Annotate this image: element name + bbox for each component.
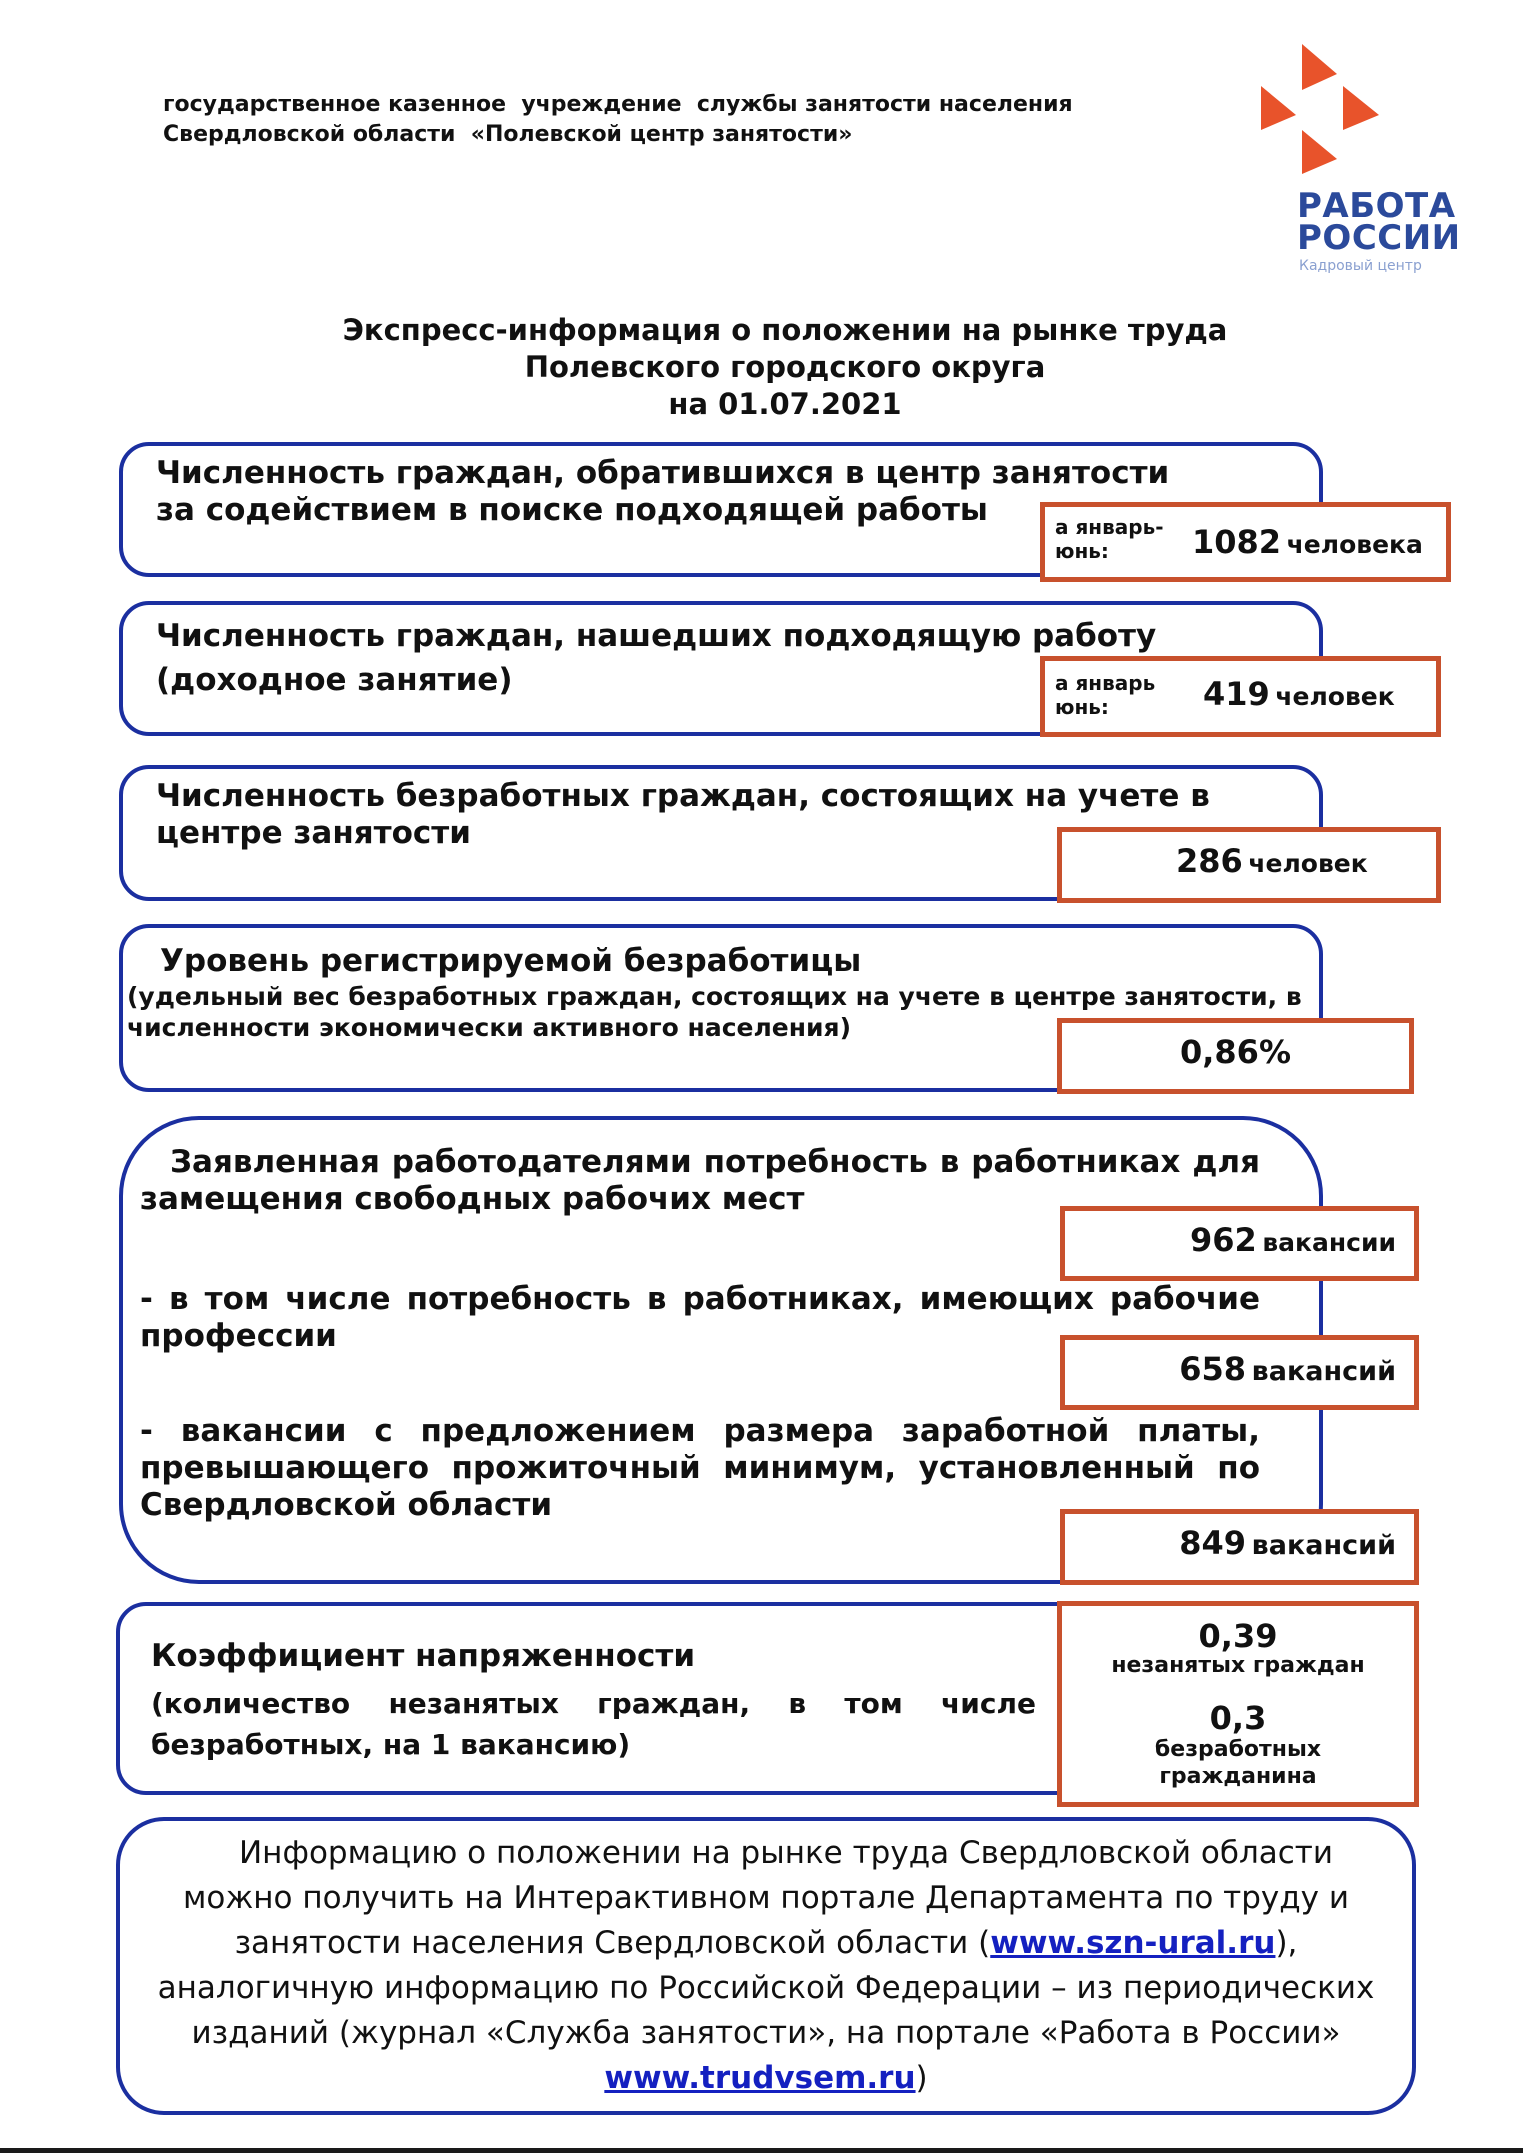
info-line-6-post: ) (915, 2060, 928, 2096)
demand-number-2: 658 (1179, 1350, 1247, 1388)
employed-period-line-1: а январь (1055, 671, 1156, 695)
logo-subtitle: Кадровый центр (1299, 258, 1422, 274)
tension-line-2: (количество незанятых граждан, в том числе (151, 1687, 1036, 1720)
applied-period (1055, 515, 1164, 563)
demand-sub-1-line-1: - в том числе потребность в работниках, имеющих рабочие (140, 1281, 1260, 1317)
demand-sub-2-line-1: - вакансии с предложением размера заработной платы, (140, 1413, 1260, 1449)
demand-value-1 (1190, 1221, 1396, 1259)
demand-sub-1-line-2: профессии (140, 1318, 337, 1354)
rate-line-3: численности экономически активного населения) (127, 1013, 852, 1042)
org-line-1: государственное казенное учреждение службы занятости населения (163, 92, 1073, 117)
unemployed-line-2: центре занятости (156, 815, 471, 851)
title-line-2: Полевского городского округа (524, 350, 1046, 384)
demand-number-1: 962 (1189, 1221, 1257, 1259)
demand-unit-3: вакансий (1251, 1530, 1396, 1561)
employed-heading (156, 614, 1156, 702)
tension-unit-2-line-2: гражданина (1159, 1764, 1317, 1789)
applied-line-2: за содействием в поиске подходящей работы (156, 492, 988, 528)
tension-value-box (1057, 1601, 1419, 1807)
logo-arrow-left (1261, 86, 1296, 130)
rate-line-2: (удельный вес безработных граждан, состоящих на учете в центре занятости, в (127, 982, 1302, 1011)
info-line-5: изданий (журнал «Служба занятости», на портале «Работа в России» (191, 2015, 1341, 2051)
unemployed-unit: человек (1248, 849, 1368, 878)
demand-line-1: Заявленная работодателями потребность в работниках для (170, 1144, 1260, 1180)
unemployed-value-box (1057, 827, 1441, 903)
employed-number: 419 (1203, 675, 1270, 713)
title-line-1: Экспресс-информация о положении на рынке труда (342, 313, 1228, 347)
demand-number-3: 849 (1179, 1524, 1247, 1562)
demand-sub-2-line-3: Свердловской области (140, 1487, 553, 1523)
info-text (120, 1831, 1412, 2101)
employed-unit: человек (1275, 682, 1395, 711)
employed-line-2: (доходное занятие) (156, 662, 513, 698)
unemployed-heading (156, 778, 1210, 852)
employed-value (1203, 675, 1395, 713)
logo-arrow-bottom (1302, 130, 1337, 174)
tension-line-3: безработных, на 1 вакансию) (151, 1728, 631, 1761)
page-bottom-rule (0, 2148, 1523, 2153)
unemployed-line-1: Численность безработных граждан, состоящих на учете в (156, 778, 1210, 814)
logo-arrow-right (1343, 86, 1379, 130)
info-block (116, 1817, 1416, 2115)
unemployed-value (1176, 842, 1368, 880)
trudvsem-link[interactable]: www.trudvsem.ru (604, 2060, 916, 2096)
info-line-6 (120, 2056, 1412, 2101)
logo-wordmark-line-1: РАБОТА (1297, 186, 1456, 226)
unemployed-number: 286 (1176, 842, 1243, 880)
tension-unit-2-line-1: безработных (1154, 1737, 1322, 1762)
logo-wordmark-line-2: РОССИИ (1297, 218, 1461, 258)
info-line-4: аналогичную информацию по Российской Федерации – из периодических (157, 1970, 1375, 2006)
info-line-1: Информацию о положении на рынке труда Свердловской области (238, 1835, 1334, 1871)
tension-unit-1: незанятых граждан (1111, 1653, 1365, 1678)
applied-number: 1082 (1192, 523, 1282, 561)
logo-wordmark (1297, 186, 1461, 258)
title-line-3: на 01.07.2021 (668, 387, 902, 421)
demand-unit-2: вакансий (1251, 1356, 1396, 1387)
demand-sub-2-line-2: превышающего прожиточный минимум, установленный по (140, 1450, 1260, 1486)
demand-value-box-2 (1060, 1335, 1419, 1410)
demand-line-2: замещения свободных рабочих мест (140, 1181, 805, 1217)
applied-period-line-2: юнь: (1055, 539, 1109, 563)
szn-ural-link[interactable]: www.szn-ural.ru (990, 1925, 1276, 1961)
employed-line-1: Численность граждан, нашедших подходящую работу (156, 618, 1157, 654)
applied-unit: человека (1286, 530, 1423, 559)
info-line-3-post: ), (1275, 1925, 1298, 1961)
organization-name (163, 90, 1073, 150)
page-title (0, 312, 1523, 423)
applied-heading (156, 455, 1169, 529)
tension-line-1: Коэффициент напряженности (151, 1638, 696, 1674)
employed-period (1055, 671, 1155, 719)
rate-value: 0,86% (1179, 1033, 1291, 1071)
logo-arrow-top (1302, 44, 1337, 90)
employed-period-line-2: юнь: (1055, 695, 1109, 719)
demand-value-2 (1179, 1350, 1396, 1388)
demand-value-box-1 (1060, 1206, 1419, 1281)
demand-unit-1: вакансии (1262, 1228, 1396, 1257)
demand-sub-2 (140, 1413, 1260, 1524)
org-line-2: Свердловской области «Полевской центр занятости» (163, 122, 853, 147)
demand-value-3 (1179, 1524, 1396, 1562)
info-line-3-pre: занятости населения Свердловской области ( (234, 1925, 991, 1961)
applied-value-box (1040, 502, 1451, 582)
tension-value-1-group (1062, 1618, 1414, 1678)
info-line-3 (120, 1921, 1412, 1966)
info-line-2: можно получить на Интерактивном портале Департамента по труду и (182, 1880, 1350, 1916)
applied-period-line-1: а январь- (1055, 515, 1164, 539)
demand-value-box-3 (1060, 1509, 1419, 1585)
tension-value-2: 0,3 (1209, 1699, 1267, 1737)
tension-value-2-group (1062, 1700, 1414, 1790)
tension-heading (151, 1638, 1036, 1765)
applied-line-1: Численность граждан, обратившихся в центр занятости (156, 455, 1170, 491)
applied-value (1192, 523, 1423, 561)
rate-heading: Уровень регистрируемой безработицы (160, 943, 862, 979)
employed-value-box (1040, 656, 1441, 737)
rate-value-box (1057, 1018, 1414, 1094)
tension-value-1: 0,39 (1198, 1617, 1278, 1655)
